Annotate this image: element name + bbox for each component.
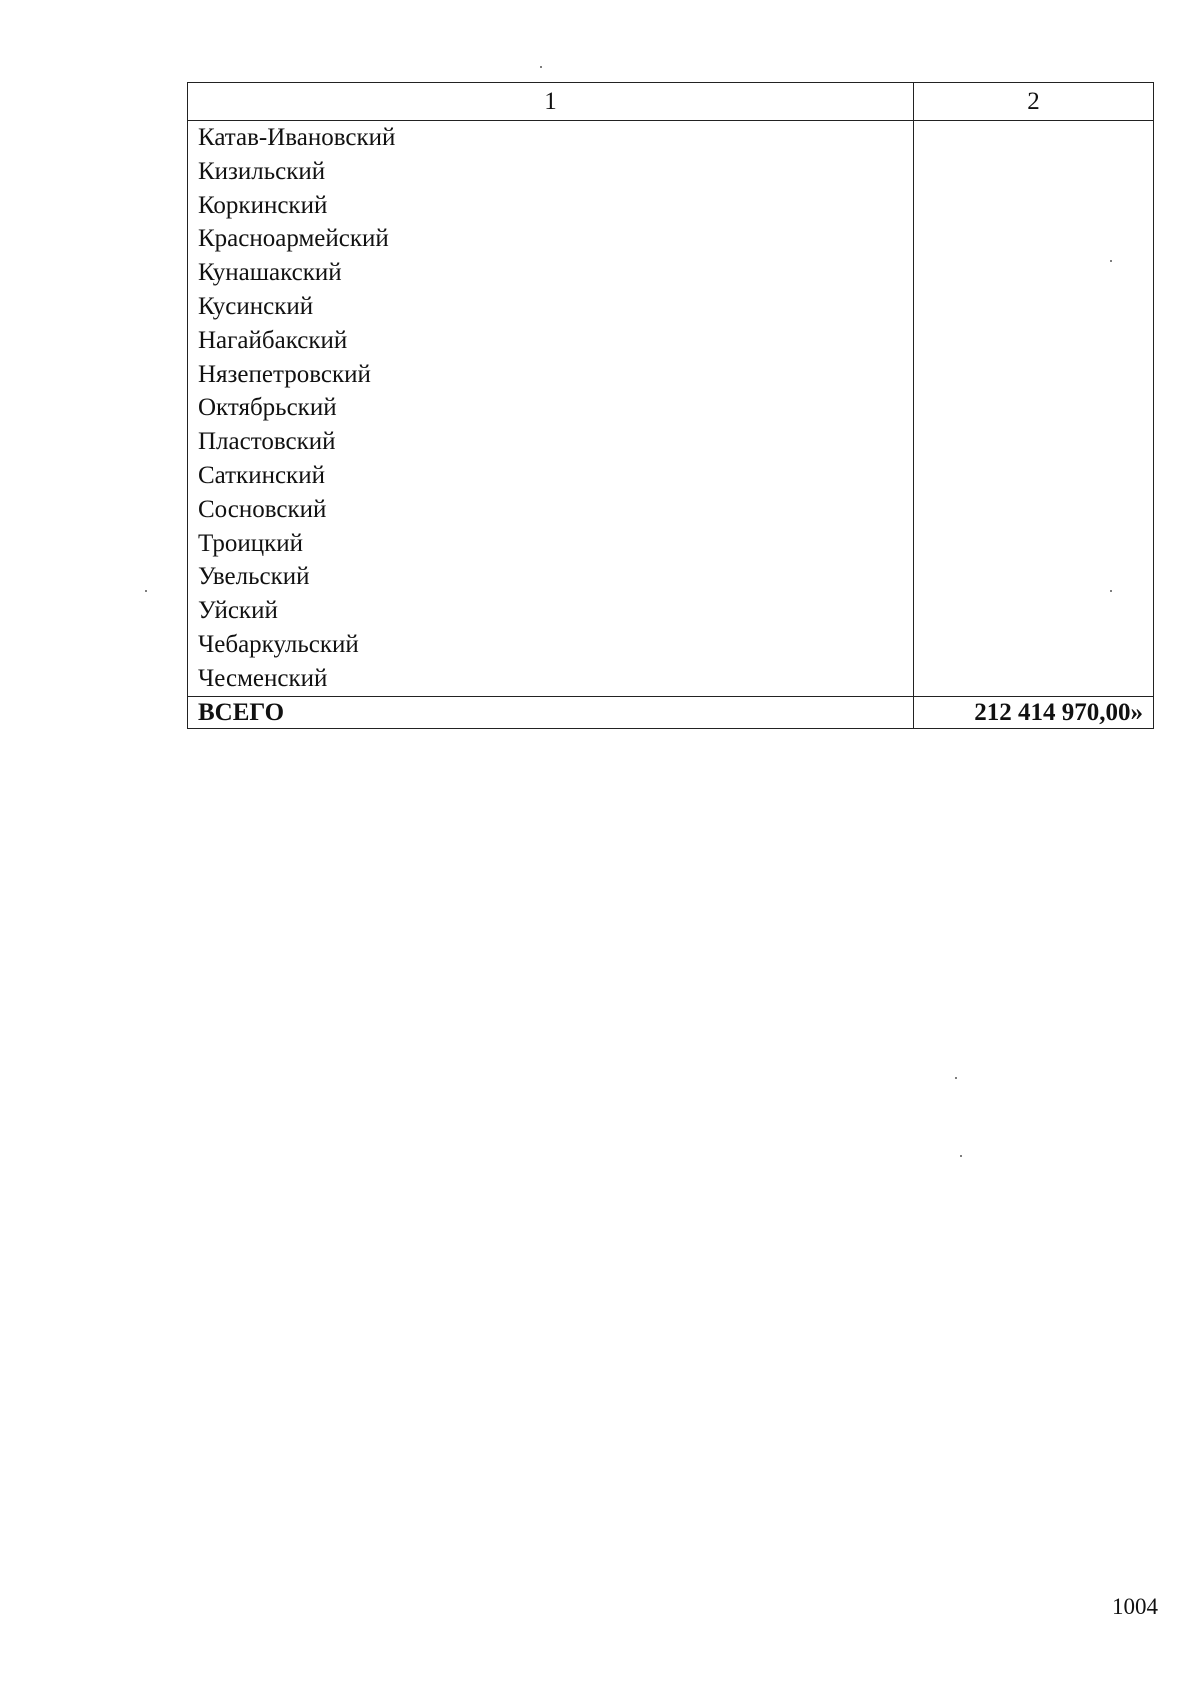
district-value <box>914 560 1154 594</box>
district-value <box>914 222 1154 256</box>
district-name: Чесменский <box>188 662 914 696</box>
district-value <box>914 324 1154 358</box>
district-name: Чебаркульский <box>188 628 914 662</box>
district-name: Кусинский <box>188 290 914 324</box>
column-header-1: 1 <box>188 83 914 121</box>
district-value <box>914 189 1154 223</box>
district-value <box>914 425 1154 459</box>
district-value <box>914 527 1154 561</box>
table-body <box>188 121 1154 729</box>
district-value <box>914 121 1154 155</box>
district-value <box>914 155 1154 189</box>
table-row <box>188 425 1154 459</box>
table-row <box>188 358 1154 392</box>
table-row <box>188 290 1154 324</box>
district-name: Саткинский <box>188 459 914 493</box>
table-row <box>188 391 1154 425</box>
table-row <box>188 628 1154 662</box>
scan-speck <box>1110 590 1112 592</box>
district-value <box>914 594 1154 628</box>
table-row <box>188 121 1154 155</box>
district-name: Увельский <box>188 560 914 594</box>
district-name: Сосновский <box>188 493 914 527</box>
district-value <box>914 256 1154 290</box>
table-row <box>188 324 1154 358</box>
scan-speck <box>145 590 147 592</box>
scan-speck <box>540 66 542 68</box>
districts-table <box>187 82 1154 729</box>
table-row <box>188 459 1154 493</box>
table-row <box>188 560 1154 594</box>
table-row <box>188 493 1154 527</box>
scan-speck <box>1110 260 1112 262</box>
column-header-2: 2 <box>914 83 1154 121</box>
table-row <box>188 594 1154 628</box>
district-value <box>914 290 1154 324</box>
district-name: Красноармейский <box>188 222 914 256</box>
total-label: ВСЕГО <box>188 696 914 728</box>
district-name: Уйский <box>188 594 914 628</box>
district-value <box>914 662 1154 696</box>
district-value <box>914 391 1154 425</box>
district-value <box>914 459 1154 493</box>
table-row <box>188 155 1154 189</box>
table-row <box>188 189 1154 223</box>
page-number: 1004 <box>1112 1594 1158 1619</box>
district-name: Коркинский <box>188 189 914 223</box>
table-row <box>188 662 1154 696</box>
total-value: 212 414 970,00» <box>914 696 1154 728</box>
table-row <box>188 527 1154 561</box>
district-name: Нагайбакский <box>188 324 914 358</box>
district-name: Пластовский <box>188 425 914 459</box>
district-value <box>914 628 1154 662</box>
district-name: Кунашакский <box>188 256 914 290</box>
district-name: Кизильский <box>188 155 914 189</box>
scan-speck <box>960 1155 962 1157</box>
scan-speck <box>955 1077 957 1079</box>
table-row <box>188 256 1154 290</box>
district-value <box>914 493 1154 527</box>
district-name: Троицкий <box>188 527 914 561</box>
district-name: Октябрьский <box>188 391 914 425</box>
table-header-row <box>188 83 1154 121</box>
district-name: Катав-Ивановский <box>188 121 914 155</box>
district-value <box>914 358 1154 392</box>
district-name: Нязепетровский <box>188 358 914 392</box>
table-total-row <box>188 696 1154 728</box>
table-row <box>188 222 1154 256</box>
